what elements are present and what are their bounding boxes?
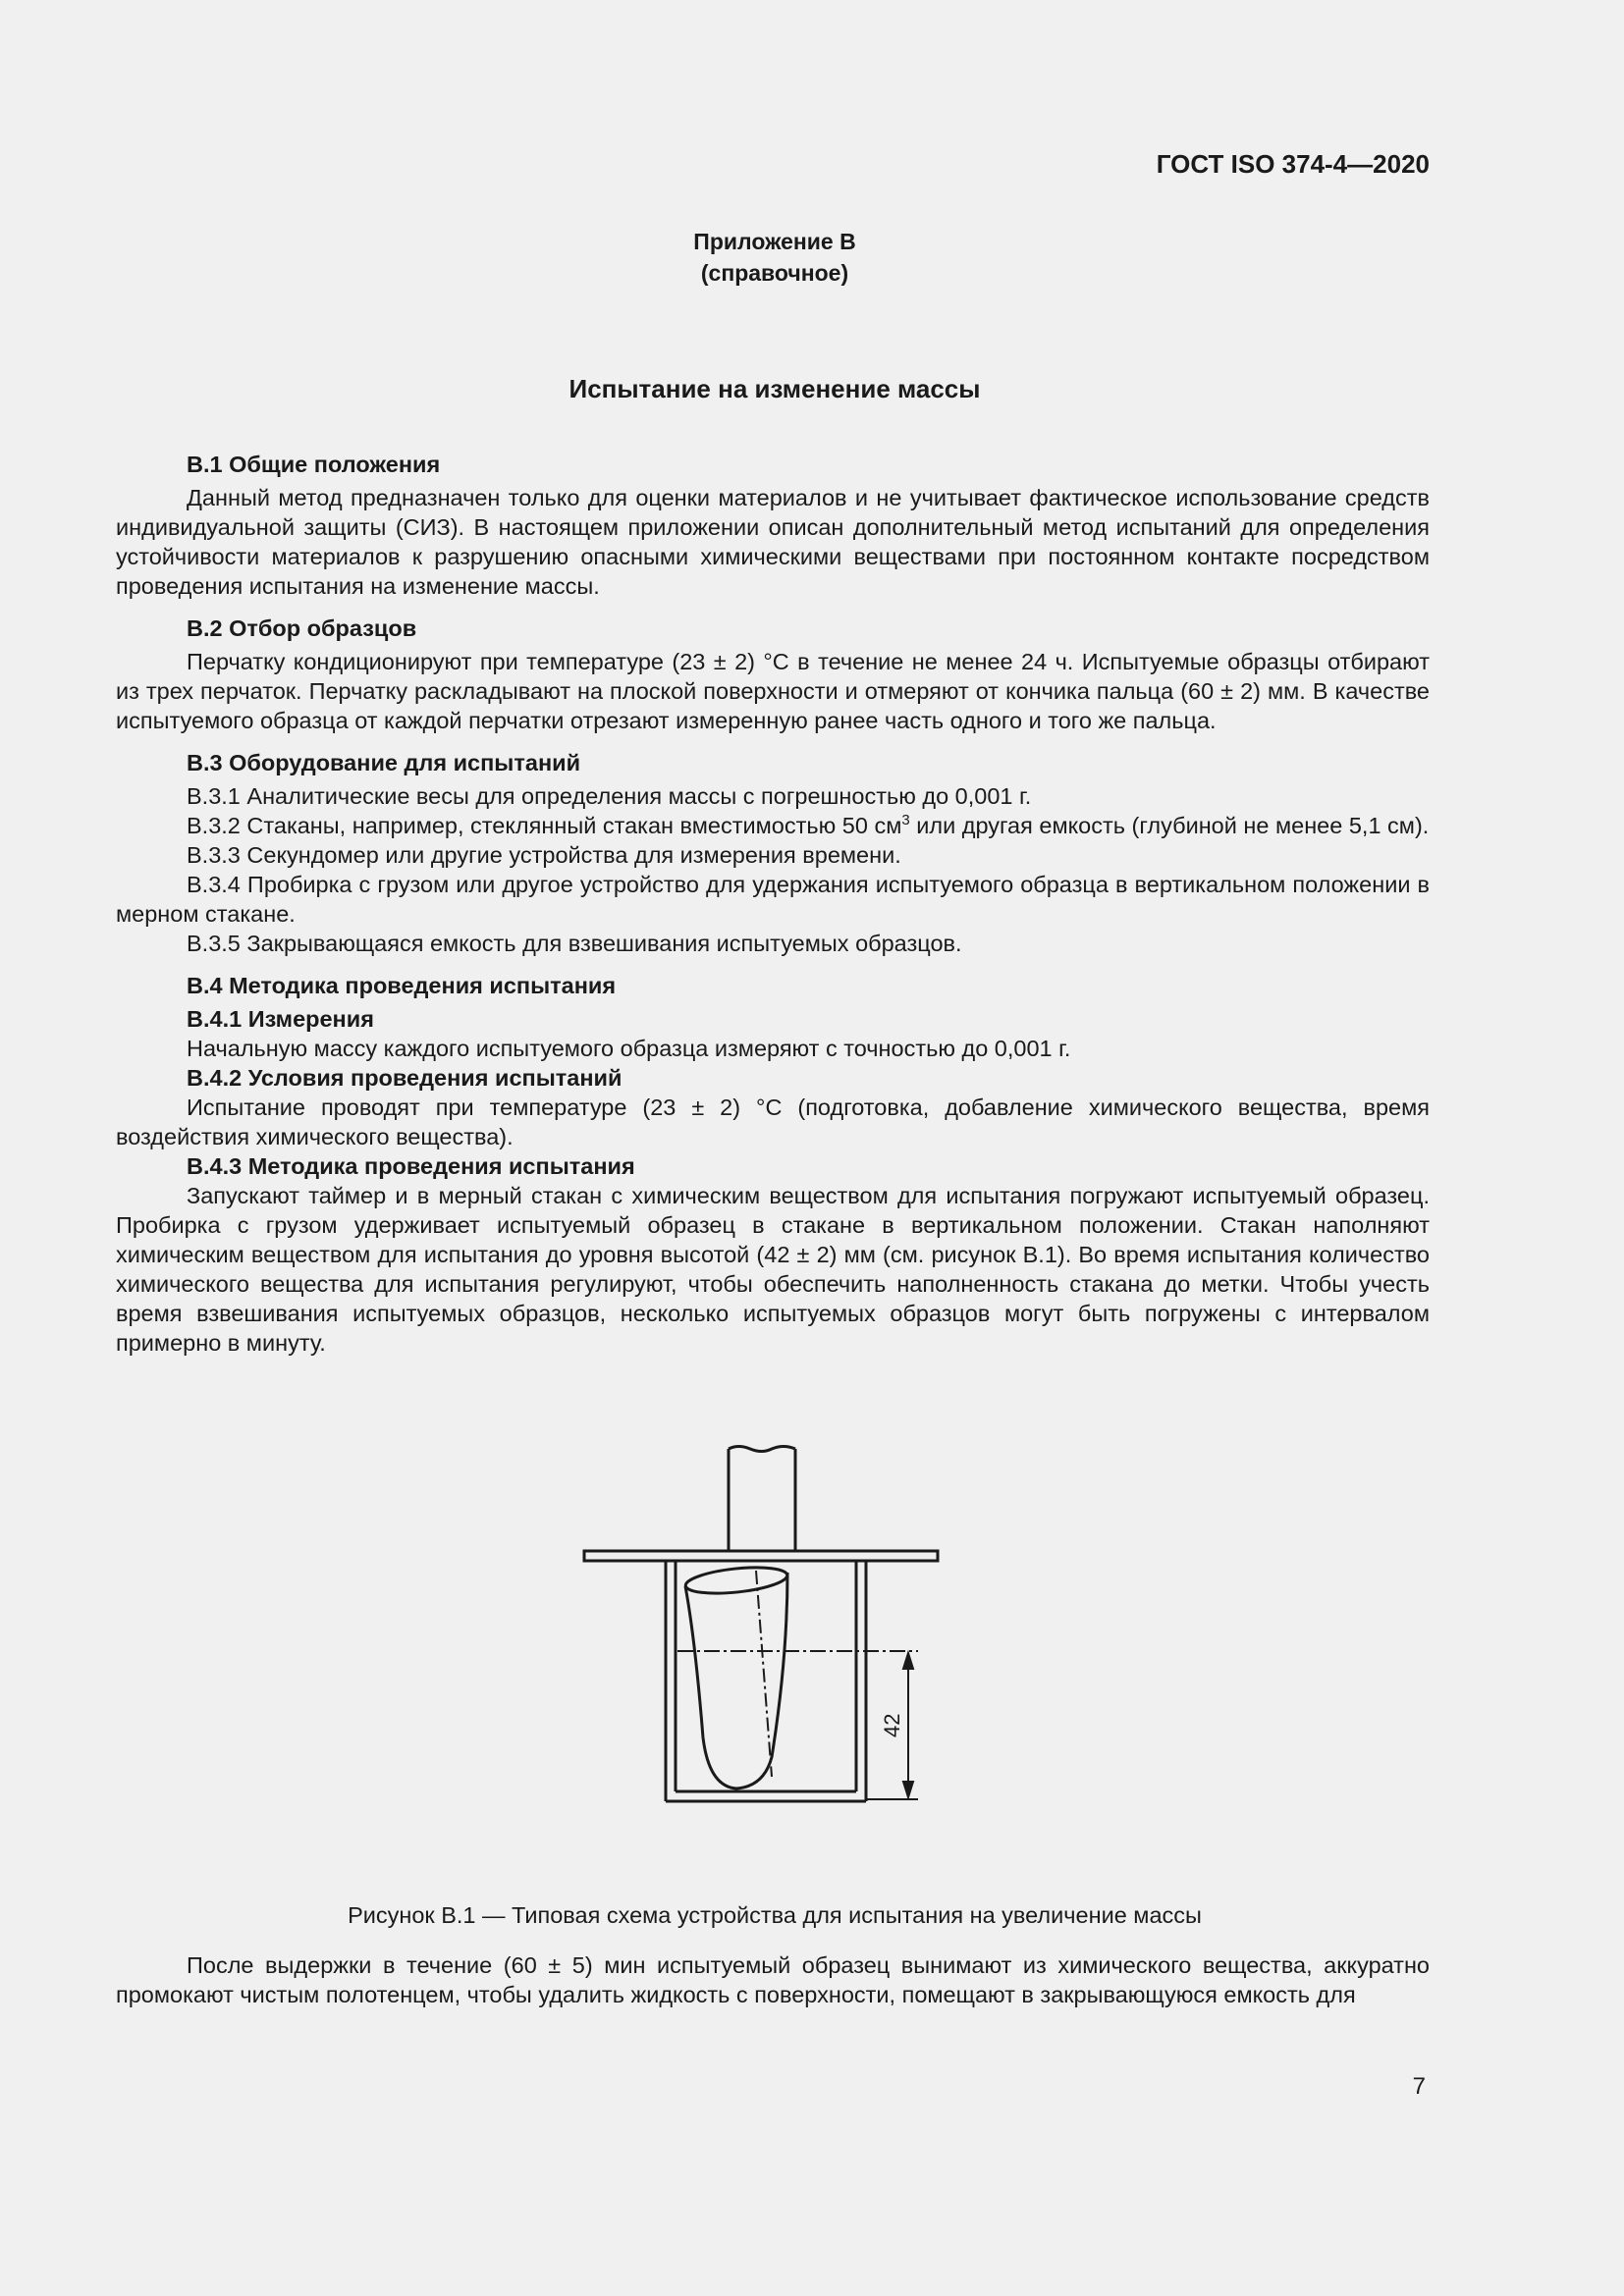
item-b32: В.3.2 Стаканы, например, стеклянный стакан вместимостью 50 $см^3$ или другая емкость (глубиной не менее 5,1 см). (187, 812, 1430, 838)
heading-b1: В.1 Общие положения (187, 452, 441, 477)
section-title: Испытание на изменение массы (568, 374, 981, 403)
item-b35: В.3.5 Закрывающаяся емкость для взвешивания испытуемых образцов. (187, 931, 962, 956)
paragraph-b2: Перчатку кондиционируют при температуре (23 ± 2) °С в течение не менее 24 ч. Испытуемые образцы отбирают из трех перчаток. Перчатку раскладывают на плоской поверхности и отмеряют от кончика пальца (60 ± 2) мм. В качестве испытуемого образца от каждой перчатки отрезают измеренную ранее часть одного и того же пальца. (116, 649, 1430, 733)
paragraph-after-figure: После выдержки в течение (60 ± 5) мин испытуемый образец вынимают из химического вещества, аккуратно промокают чистым полотенцем, чтобы удалить жидкость с поверхности, помещают в закрывающуюся емкость для (116, 1952, 1430, 2007)
paragraph-b43: Запускают таймер и в мерный стакан с химическим веществом для испытания погружают испытуемый образец. Пробирка с грузом удерживает испытуемый образец в стакане в вертикальном положении. Стакан наполняют химическим веществом для испытания до уровня высотой (42 ± 2) мм (см. рисунок В.1). Во время испытания количество химического вещества для испытания регулируют, чтобы обеспечить наполненность стакана до метки. Чтобы учесть время взвешивания испытуемых образцов, несколько испытуемых образцов могут быть погружены с интервалом примерно в минуту. (116, 1183, 1430, 1356)
figure-caption: Рисунок В.1 — Типовая схема устройства для испытания на увеличение массы (348, 1902, 1202, 1928)
annex-type: (справочное) (700, 260, 849, 286)
test-tube-axis (756, 1571, 772, 1777)
heading-b2: В.2 Отбор образцов (187, 615, 417, 641)
heading-b42: В.4.2 Условия проведения испытаний (187, 1065, 623, 1091)
heading-b41: В.4.1 Измерения (187, 1006, 374, 1032)
weight-rod (729, 1447, 795, 1552)
item-b34: В.3.4 Пробирка с грузом или другое устройство для удержания испытуемого образца в вертикальном положении в мерном стакане. (116, 872, 1430, 927)
paragraph-b42: Испытание проводят при температуре (23 ± 2) °С (подготовка, добавление химического вещества, время воздействия химического вещества). (116, 1095, 1430, 1149)
paragraph-b41: Начальную массу каждого испытуемого образца измеряют с точностью до 0,001 г. (187, 1036, 1071, 1061)
dimension-label: 42 (880, 1713, 904, 1737)
figure-test-apparatus (579, 1443, 952, 1816)
item-b33: В.3.3 Секундомер или другие устройства для измерения времени. (187, 842, 901, 868)
beaker (666, 1561, 866, 1801)
heading-b3: В.3 Оборудование для испытаний (187, 750, 581, 775)
annex-heading (0, 226, 1624, 289)
top-plate (584, 1551, 938, 1561)
paragraph-b1: Данный метод предназначен только для оценки материалов и не учитывает фактическое использование средств индивидуальной защиты (СИЗ). В настоящем приложении описан дополнительный метод испытаний для определения устойчивости материалов к разрушению опасными химическими веществами при постоянном контакте посредством проведения испытания на изменение массы. (116, 485, 1430, 599)
test-tube (684, 1564, 788, 1789)
item-b31: В.3.1 Аналитические весы для определения массы с погрешностью до 0,001 г. (187, 783, 1032, 809)
heading-b4: В.4 Методика проведения испытания (187, 973, 617, 998)
annex-title: Приложение В (693, 229, 856, 254)
heading-b43: В.4.3 Методика проведения испытания (187, 1153, 635, 1179)
document-body (116, 450, 1430, 1358)
standard-code: ГОСТ ISO 374-4—2020 (1156, 149, 1430, 179)
page-number: 7 (1412, 2073, 1426, 2100)
